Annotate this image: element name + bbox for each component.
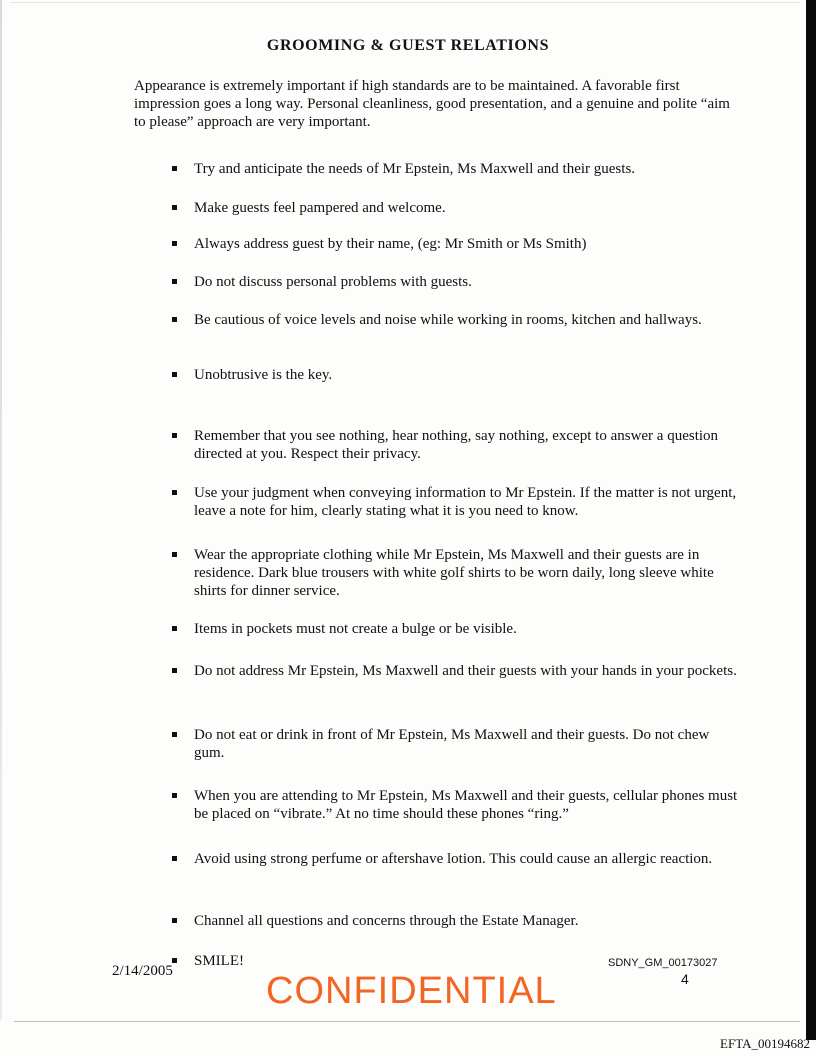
list-item-text: SMILE! [194, 953, 244, 969]
bullet-icon [172, 732, 177, 737]
page-number: 4 [681, 971, 689, 987]
bullet-icon [172, 856, 177, 861]
list-item-text: Be cautious of voice levels and noise while working in rooms, kitchen and hallways. [194, 312, 702, 328]
list-item [168, 484, 743, 520]
bullet-icon [172, 552, 177, 557]
footer-divider [14, 1021, 800, 1022]
scan-edge-left [0, 0, 2, 1020]
confidential-stamp: CONFIDENTIAL [266, 970, 557, 1012]
list-item-text: Items in pockets must not create a bulge or be visible. [194, 621, 517, 637]
list-item [168, 273, 743, 291]
bullet-icon [172, 372, 177, 377]
list-item-text: Avoid using strong perfume or aftershave lotion. This could cause an allergic reaction. [194, 851, 713, 867]
bullet-icon [172, 279, 177, 284]
list-item-text: Wear the appropriate clothing while Mr Epstein, Ms Maxwell and their guests are in residence. Dark blue trousers with white golf shirts to be worn daily, long sleeve white shirts for dinner service. [194, 547, 714, 599]
list-item [168, 160, 743, 178]
list-item [168, 726, 743, 762]
list-item [168, 235, 743, 253]
intro-paragraph: Appearance is extremely important if high standards are to be maintained. A favorable first impression goes a long way. Personal cleanliness, good presentation, and a genuine and polite “aim to please” approach are very important. [134, 78, 730, 130]
bullet-icon [172, 793, 177, 798]
list-item-text: Do not eat or drink in front of Mr Epstein, Ms Maxwell and their guests. Do not chew gum. [194, 727, 710, 761]
list-item [168, 850, 743, 868]
list-item-text: Do not discuss personal problems with guests. [194, 274, 472, 290]
bullet-icon [172, 317, 177, 322]
bullet-icon [172, 918, 177, 923]
list-item [168, 199, 743, 217]
bullet-icon [172, 433, 177, 438]
document-title: GROOMING & GUEST RELATIONS [266, 37, 550, 54]
list-item [168, 311, 743, 329]
footer-date: 2/14/2005 [112, 963, 173, 979]
list-item-text: Remember that you see nothing, hear nothing, say nothing, except to answer a question directed at you. Respect their privacy. [194, 428, 719, 462]
bullet-icon [172, 668, 177, 673]
list-item-text: Use your judgment when conveying information to Mr Epstein. If the matter is not urgent, leave a note for him, clearly stating what it is you need to know. [194, 485, 737, 519]
list-item-text: Channel all questions and concerns through the Estate Manager. [194, 913, 579, 929]
list-item-text: Try and anticipate the needs of Mr Epstein, Ms Maxwell and their guests. [194, 161, 636, 177]
bullet-icon [172, 205, 177, 210]
scan-edge-right [806, 0, 816, 1040]
bullet-icon [172, 241, 177, 246]
bullet-icon [172, 166, 177, 171]
list-item [168, 427, 743, 463]
list-item-text: Unobtrusive is the key. [194, 367, 333, 383]
list-item-text: When you are attending to Mr Epstein, Ms Maxwell and their guests, cellular phones must be placed on “vibrate.” At no time should these phones “ring.” [194, 788, 738, 822]
list-item [168, 912, 743, 930]
bullet-icon [172, 626, 177, 631]
list-item-text: Do not address Mr Epstein, Ms Maxwell and their guests with your hands in your pockets. [194, 663, 737, 679]
footer-reference-number: SDNY_GM_00173027 [608, 957, 718, 969]
bates-number: EFTA_00194682 [720, 1036, 810, 1051]
list-item [168, 662, 743, 680]
list-item [168, 366, 743, 384]
bullet-icon [172, 490, 177, 495]
scan-top-line [10, 2, 800, 3]
list-item [168, 787, 743, 823]
list-item [168, 546, 743, 600]
list-item-text: Always address guest by their name, (eg: Mr Smith or Ms Smith) [194, 236, 587, 252]
list-item-text: Make guests feel pampered and welcome. [194, 200, 446, 216]
list-item [168, 620, 743, 638]
